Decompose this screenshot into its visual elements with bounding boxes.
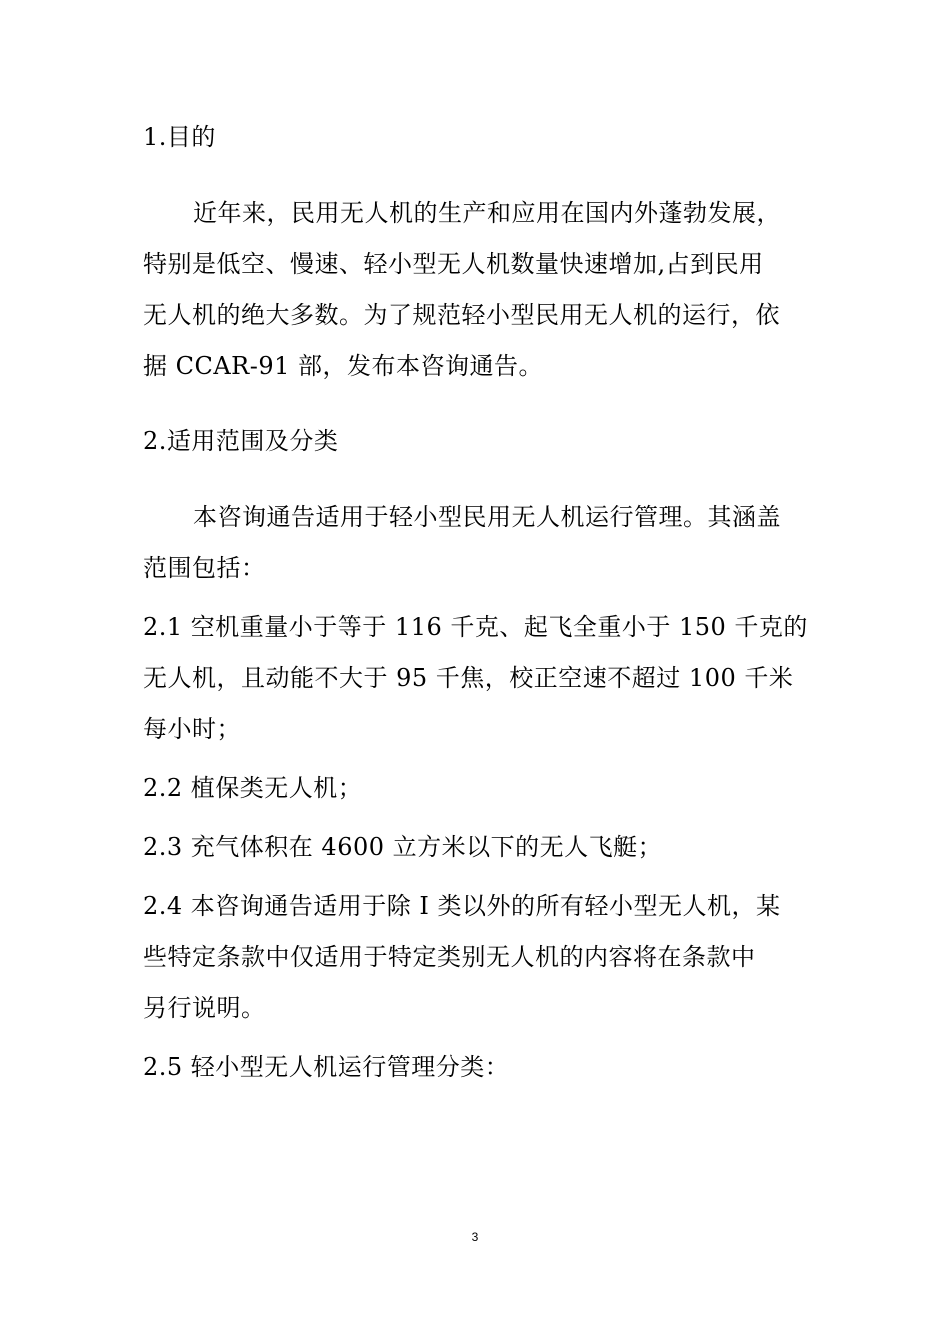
item-2-4-line-1: 2.4 本咨询通告适用于除 I 类以外的所有轻小型无人机，某	[143, 892, 781, 920]
purpose-line-4: 据 CCAR-91 部，发布本咨询通告。	[143, 352, 544, 380]
section-heading-scope: 2.适用范围及分类	[143, 427, 339, 455]
scope-intro-line-2: 范围包括：	[143, 554, 266, 582]
item-2-1-line-1: 2.1 空机重量小于等于 116 千克、起飞全重小于 150 千克的	[143, 613, 808, 641]
item-2-5: 2.5 轻小型无人机运行管理分类：	[143, 1053, 510, 1081]
scope-intro-paragraph	[143, 492, 807, 594]
item-2-1-line-2: 无人机，且动能不大于 95 千焦，校正空速不超过 100 千米	[143, 664, 794, 692]
item-2-2: 2.2 植保类无人机；	[143, 774, 363, 802]
item-2-3: 2.3 充气体积在 4600 立方米以下的无人飞艇；	[143, 833, 663, 861]
page-number: 3	[471, 1230, 479, 1244]
item-2-1-line-3: 每小时；	[143, 715, 241, 743]
item-2-1	[143, 602, 807, 755]
purpose-line-2: 特别是低空、慢速、轻小型无人机数量快速增加,占到民用	[143, 250, 764, 278]
section-heading-purpose: 1.目的	[143, 123, 216, 151]
item-2-4	[143, 881, 807, 1034]
item-2-4-line-3: 另行说明。	[143, 994, 266, 1022]
scope-intro-line-1: 本咨询通告适用于轻小型民用无人机运行管理。其涵盖	[193, 503, 781, 531]
purpose-line-1: 近年来，民用无人机的生产和应用在国内外蓬勃发展，	[193, 199, 781, 227]
item-2-4-line-2: 些特定条款中仅适用于特定类别无人机的内容将在条款中	[143, 943, 756, 971]
document-body	[143, 112, 807, 1093]
purpose-line-3: 无人机的绝大多数。为了规范轻小型民用无人机的运行，依	[143, 301, 780, 329]
purpose-paragraph	[143, 188, 807, 392]
